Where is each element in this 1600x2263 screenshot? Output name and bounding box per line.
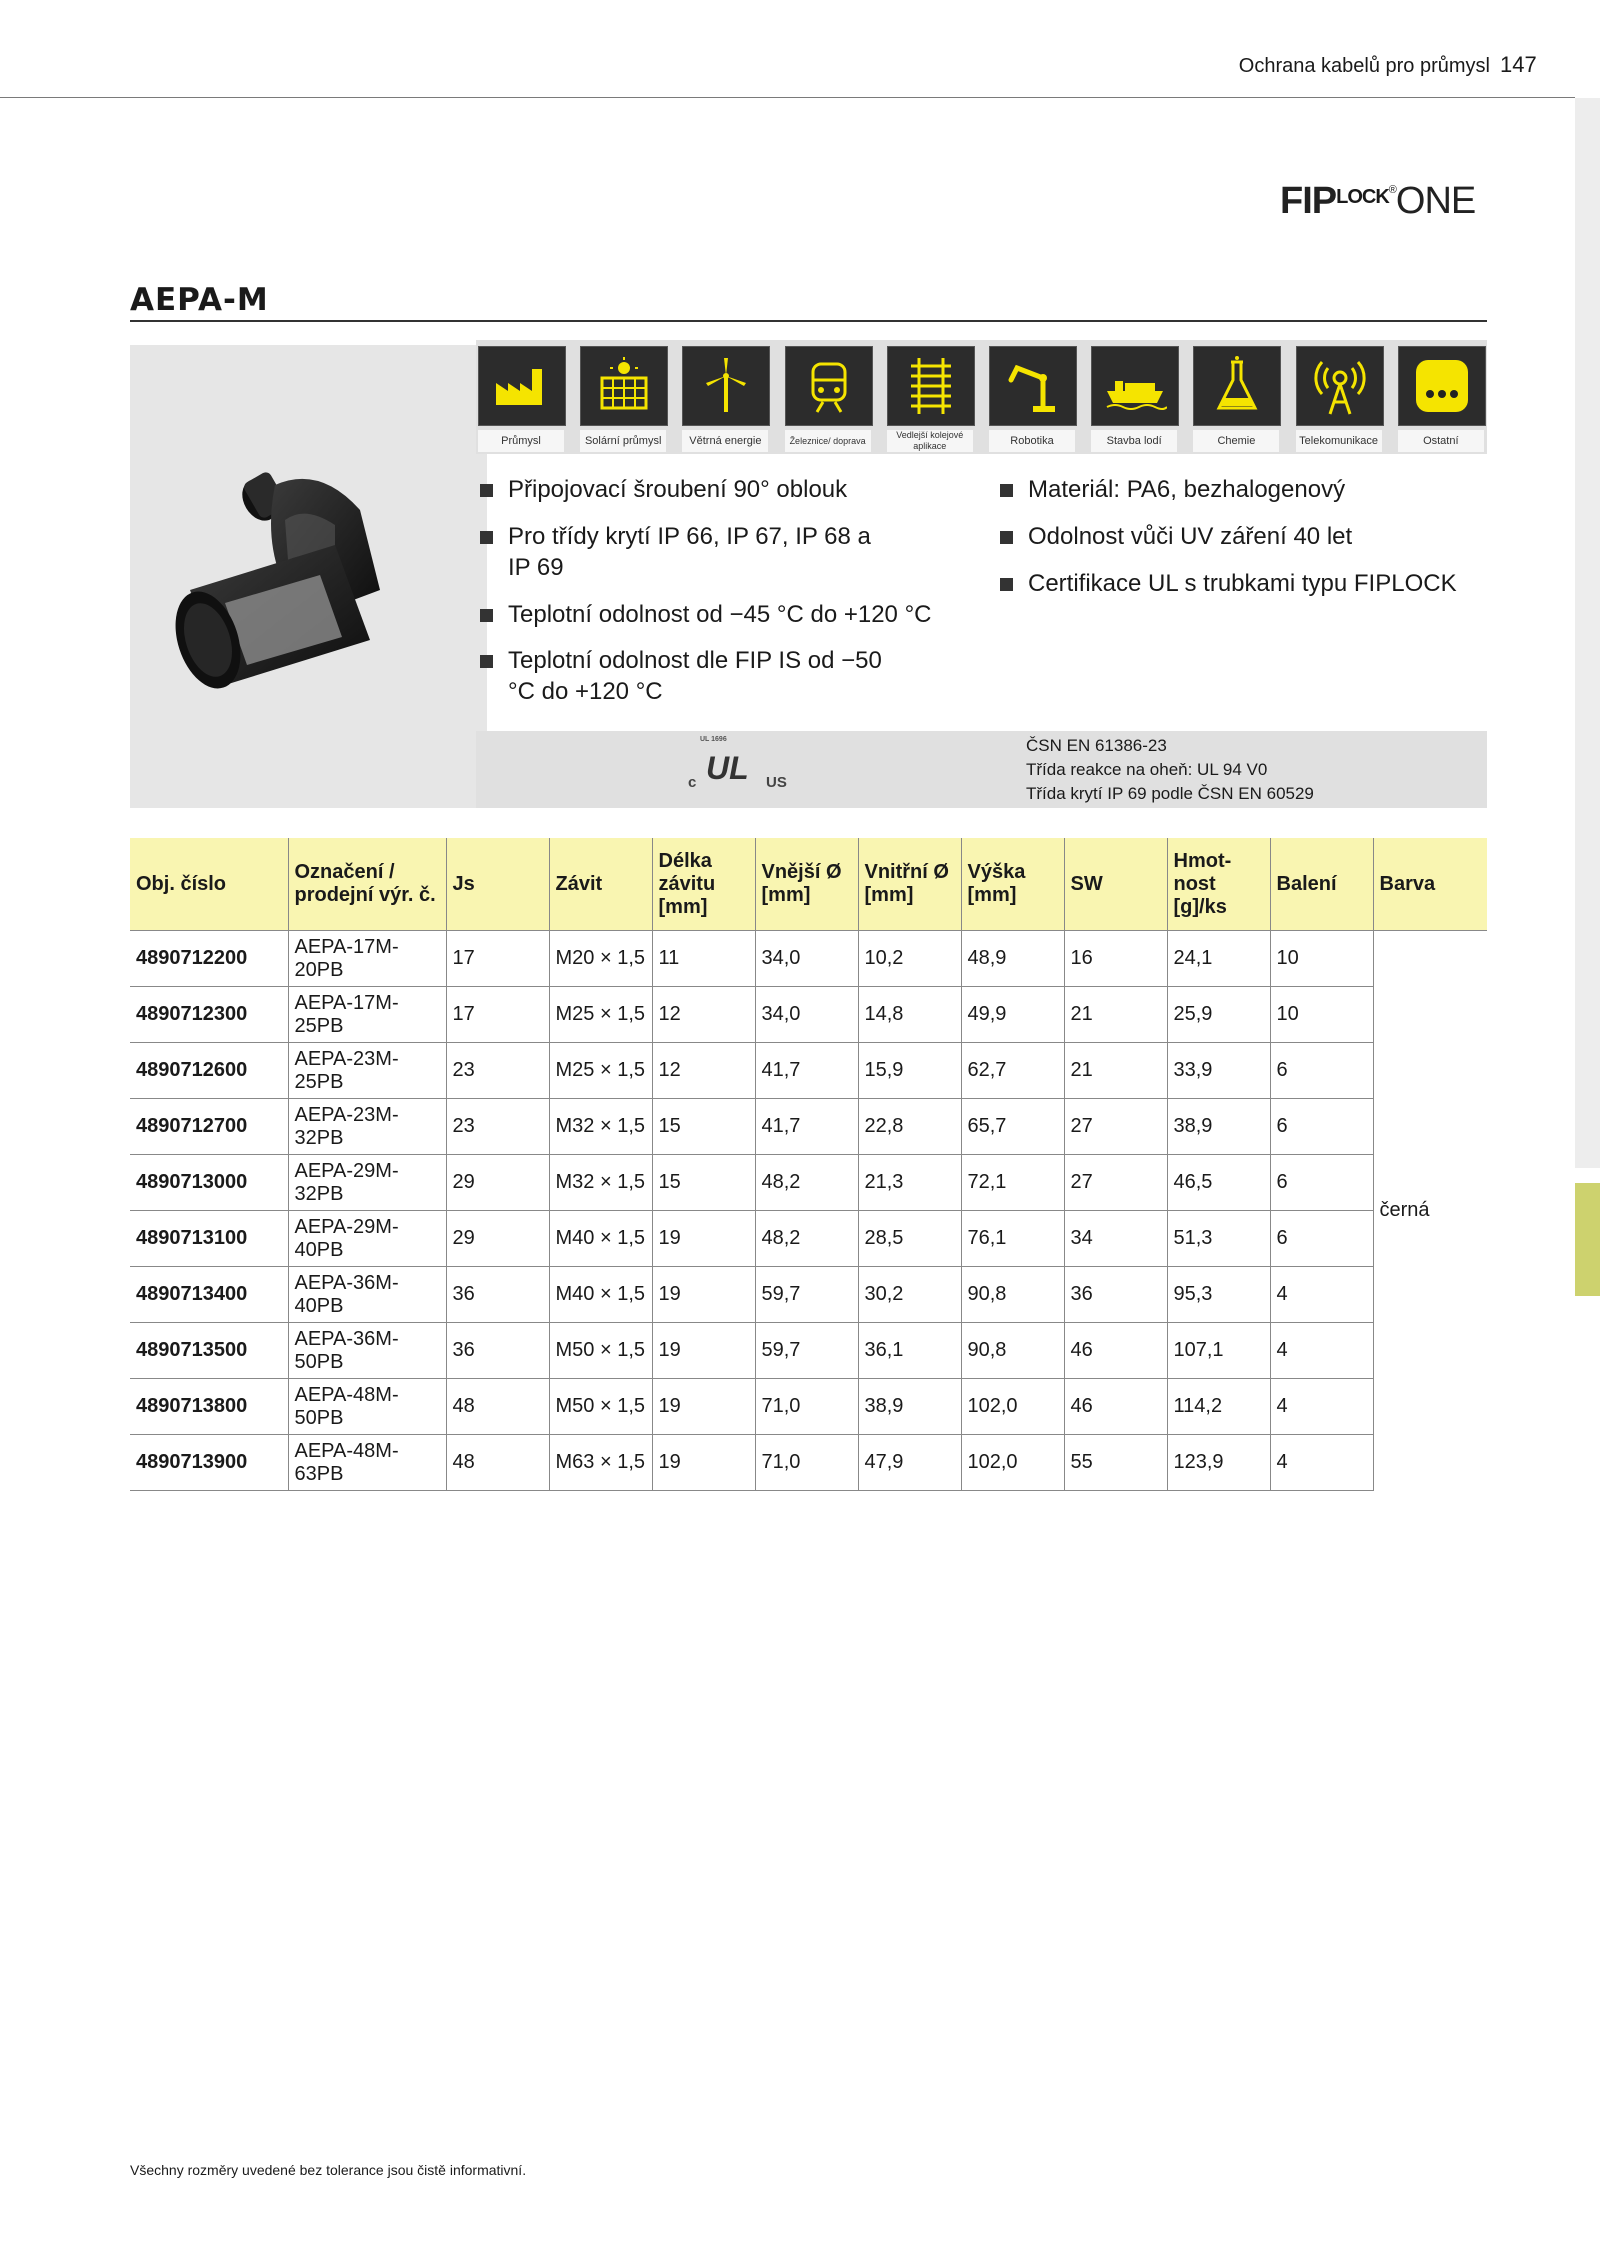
industry-label: Vedlejší kolejové aplikace <box>887 430 973 452</box>
table-cell: 25,9 <box>1167 987 1270 1043</box>
table-cell: 38,9 <box>1167 1099 1270 1155</box>
table-cell: 114,2 <box>1167 1379 1270 1435</box>
table-cell: AEPA-23M-25PB <box>288 1043 446 1099</box>
robot-arm-icon <box>989 346 1077 426</box>
column-header: Hmot-nost [g]/ks <box>1167 838 1270 931</box>
certification-text <box>1026 734 1314 806</box>
feature-item: Připojovací šroubení 90° oblouk <box>478 474 928 505</box>
table-cell: 36 <box>446 1267 549 1323</box>
table-cell: 15,9 <box>858 1043 961 1099</box>
table-cell: 12 <box>652 1043 755 1099</box>
industry-label: Ostatní <box>1398 430 1484 452</box>
table-cell: 48,2 <box>755 1211 858 1267</box>
table-cell: 21,3 <box>858 1155 961 1211</box>
table-cell: 10 <box>1270 987 1373 1043</box>
product-title: AEPA-M <box>130 282 269 318</box>
table-cell: 15 <box>652 1155 755 1211</box>
table-row <box>130 1323 1487 1379</box>
table-cell: 76,1 <box>961 1211 1064 1267</box>
train-icon <box>785 346 873 426</box>
table-cell: 22,8 <box>858 1099 961 1155</box>
table-cell: AEPA-17M-20PB <box>288 931 446 987</box>
table-cell: 62,7 <box>961 1043 1064 1099</box>
industry-label: Solární průmysl <box>580 430 666 452</box>
color-cell: černá <box>1373 931 1487 1491</box>
table-cell: 48 <box>446 1379 549 1435</box>
fiplock-one-logo: $FIP^{LOCK®}ONE$ <box>1280 180 1476 222</box>
table-row <box>130 1099 1487 1155</box>
table-cell: 11 <box>652 931 755 987</box>
cert-line: Třída krytí IP 69 podle ČSN EN 60529 <box>1026 784 1314 803</box>
table-cell: 4 <box>1270 1323 1373 1379</box>
ul-certification-mark: UL 1696 c UL US <box>688 736 787 791</box>
table-cell: 4890712200 <box>130 931 288 987</box>
column-header: Balení <box>1270 838 1373 931</box>
table-cell: AEPA-48M-50PB <box>288 1379 446 1435</box>
certification-bar <box>476 731 1487 808</box>
table-cell: 34,0 <box>755 931 858 987</box>
table-row <box>130 1267 1487 1323</box>
table-cell: 4890713800 <box>130 1379 288 1435</box>
table-cell: M25 × 1,5 <box>549 1043 652 1099</box>
table-cell: 6 <box>1270 1211 1373 1267</box>
table-cell: 28,5 <box>858 1211 961 1267</box>
column-header: Js <box>446 838 549 931</box>
column-header: Závit <box>549 838 652 931</box>
table-cell: 41,7 <box>755 1043 858 1099</box>
table-cell: M20 × 1,5 <box>549 931 652 987</box>
table-cell: AEPA-17M-25PB <box>288 987 446 1043</box>
table-cell: 46 <box>1064 1323 1167 1379</box>
table-cell: 4890713900 <box>130 1435 288 1491</box>
table-cell: 12 <box>652 987 755 1043</box>
table-cell: 102,0 <box>961 1379 1064 1435</box>
table-cell: 6 <box>1270 1043 1373 1099</box>
table-cell: 4890713000 <box>130 1155 288 1211</box>
table-cell: 23 <box>446 1043 549 1099</box>
table-cell: 59,7 <box>755 1323 858 1379</box>
footer-note: Všechny rozměry uvedené bez tolerance jsou čistě informativní. <box>130 2162 527 2178</box>
table-cell: 59,7 <box>755 1267 858 1323</box>
header-divider <box>0 97 1575 98</box>
table-cell: 33,9 <box>1167 1043 1270 1099</box>
table-cell: 90,8 <box>961 1267 1064 1323</box>
table-cell: 46 <box>1064 1379 1167 1435</box>
industry-label: Větrná energie <box>682 430 768 452</box>
table-cell: 4 <box>1270 1435 1373 1491</box>
table-cell: M25 × 1,5 <box>549 987 652 1043</box>
table-cell: 123,9 <box>1167 1435 1270 1491</box>
table-cell: M32 × 1,5 <box>549 1099 652 1155</box>
industry-label: Železnice/ doprava <box>785 430 871 452</box>
table-cell: 27 <box>1064 1155 1167 1211</box>
table-cell: 95,3 <box>1167 1267 1270 1323</box>
table-cell: M40 × 1,5 <box>549 1267 652 1323</box>
table-cell: AEPA-36M-50PB <box>288 1323 446 1379</box>
table-row <box>130 987 1487 1043</box>
cert-line: ČSN EN 61386-23 <box>1026 736 1167 755</box>
table-cell: 71,0 <box>755 1435 858 1491</box>
feature-item: Certifikace UL s trubkami typu FIPLOCK <box>998 568 1508 599</box>
column-header: Výška [mm] <box>961 838 1064 931</box>
column-header: Barva <box>1373 838 1487 931</box>
industry-label: Průmysl <box>478 430 564 452</box>
table-cell: 71,0 <box>755 1379 858 1435</box>
antenna-icon <box>1296 346 1384 426</box>
table-cell: 38,9 <box>858 1379 961 1435</box>
table-row <box>130 1379 1487 1435</box>
table-cell: 19 <box>652 1323 755 1379</box>
table-cell: 4890712600 <box>130 1043 288 1099</box>
column-header: Délka závitu [mm] <box>652 838 755 931</box>
table-cell: M40 × 1,5 <box>549 1211 652 1267</box>
table-cell: 90,8 <box>961 1323 1064 1379</box>
table-cell: 21 <box>1064 1043 1167 1099</box>
factory-icon <box>478 346 566 426</box>
product-table <box>130 838 1487 1491</box>
table-cell: 4890713400 <box>130 1267 288 1323</box>
column-header: Vnitřní Ø [mm] <box>858 838 961 931</box>
table-cell: 10 <box>1270 931 1373 987</box>
table-row <box>130 1435 1487 1491</box>
table-cell: 19 <box>652 1211 755 1267</box>
table-cell: 29 <box>446 1155 549 1211</box>
table-cell: 46,5 <box>1167 1155 1270 1211</box>
table-cell: 55 <box>1064 1435 1167 1491</box>
table-cell: 27 <box>1064 1099 1167 1155</box>
table-cell: 29 <box>446 1211 549 1267</box>
table-cell: 72,1 <box>961 1155 1064 1211</box>
chapter-tab <box>1575 1183 1600 1296</box>
table-cell: 34,0 <box>755 987 858 1043</box>
table-header-row <box>130 838 1487 931</box>
table-cell: 4890713500 <box>130 1323 288 1379</box>
feature-item: Teplotní odolnost od −45 °C do +120 °C <box>478 599 968 630</box>
table-cell: M63 × 1,5 <box>549 1435 652 1491</box>
table-cell: 36 <box>1064 1267 1167 1323</box>
cert-line: Třída reakce na oheň: UL 94 V0 <box>1026 760 1268 779</box>
table-row <box>130 1043 1487 1099</box>
industry-label: Telekomunikace <box>1296 430 1382 452</box>
table-cell: 21 <box>1064 987 1167 1043</box>
page-number: 147 <box>1500 52 1537 77</box>
railway-track-icon <box>887 346 975 426</box>
table-cell: 14,8 <box>858 987 961 1043</box>
feature-item: Odolnost vůči UV záření 40 let <box>998 521 1508 552</box>
product-image <box>130 345 487 808</box>
table-cell: 17 <box>446 987 549 1043</box>
wind-turbine-icon <box>682 346 770 426</box>
table-cell: M32 × 1,5 <box>549 1155 652 1211</box>
table-cell: 30,2 <box>858 1267 961 1323</box>
table-cell: 41,7 <box>755 1099 858 1155</box>
table-row <box>130 1155 1487 1211</box>
table-cell: AEPA-36M-40PB <box>288 1267 446 1323</box>
table-cell: 24,1 <box>1167 931 1270 987</box>
feature-item: Teplotní odolnost dle FIP IS od −50 °C do +120 °C <box>478 645 888 707</box>
column-header: SW <box>1064 838 1167 931</box>
table-cell: 19 <box>652 1267 755 1323</box>
table-cell: 48,2 <box>755 1155 858 1211</box>
side-strip <box>1575 98 1600 1168</box>
table-cell: 102,0 <box>961 1435 1064 1491</box>
table-cell: 16 <box>1064 931 1167 987</box>
table-cell: 51,3 <box>1167 1211 1270 1267</box>
table-cell: 65,7 <box>961 1099 1064 1155</box>
table-cell: M50 × 1,5 <box>549 1323 652 1379</box>
table-cell: M50 × 1,5 <box>549 1379 652 1435</box>
table-cell: 6 <box>1270 1155 1373 1211</box>
table-row <box>130 931 1487 987</box>
table-cell: 49,9 <box>961 987 1064 1043</box>
table-cell: 15 <box>652 1099 755 1155</box>
table-cell: 107,1 <box>1167 1323 1270 1379</box>
table-cell: 48 <box>446 1435 549 1491</box>
column-header: Vnější Ø [mm] <box>755 838 858 931</box>
table-cell: 4 <box>1270 1379 1373 1435</box>
table-cell: 19 <box>652 1379 755 1435</box>
ship-icon <box>1091 346 1179 426</box>
table-cell: 4890712300 <box>130 987 288 1043</box>
title-underline <box>130 320 1487 322</box>
industry-label: Chemie <box>1193 430 1279 452</box>
industry-label: Stavba lodí <box>1091 430 1177 452</box>
table-cell: 17 <box>446 931 549 987</box>
table-cell: 10,2 <box>858 931 961 987</box>
table-cell: 47,9 <box>858 1435 961 1491</box>
table-cell: 19 <box>652 1435 755 1491</box>
column-header: Označení / prodejní výr. č. <box>288 838 446 931</box>
flask-icon <box>1193 346 1281 426</box>
table-cell: AEPA-48M-63PB <box>288 1435 446 1491</box>
table-cell: 23 <box>446 1099 549 1155</box>
table-cell: AEPA-29M-40PB <box>288 1211 446 1267</box>
table-cell: 6 <box>1270 1099 1373 1155</box>
table-cell: 36,1 <box>858 1323 961 1379</box>
table-cell: 4890712700 <box>130 1099 288 1155</box>
table-cell: 36 <box>446 1323 549 1379</box>
table-cell: 4890713100 <box>130 1211 288 1267</box>
more-icon <box>1398 346 1486 426</box>
table-cell: 4 <box>1270 1267 1373 1323</box>
table-cell: AEPA-23M-32PB <box>288 1099 446 1155</box>
table-row <box>130 1211 1487 1267</box>
running-header: Ochrana kabelů pro průmysl <box>1238 55 1490 77</box>
feature-item: Pro třídy krytí IP 66, IP 67, IP 68 a IP 69 <box>478 521 898 583</box>
column-header: Obj. číslo <box>130 838 288 931</box>
solar-panel-icon <box>580 346 668 426</box>
table-cell: 48,9 <box>961 931 1064 987</box>
table-cell: AEPA-29M-32PB <box>288 1155 446 1211</box>
feature-item: Materiál: PA6, bezhalogenový <box>998 474 1508 505</box>
industry-label: Robotika <box>989 430 1075 452</box>
table-cell: 34 <box>1064 1211 1167 1267</box>
